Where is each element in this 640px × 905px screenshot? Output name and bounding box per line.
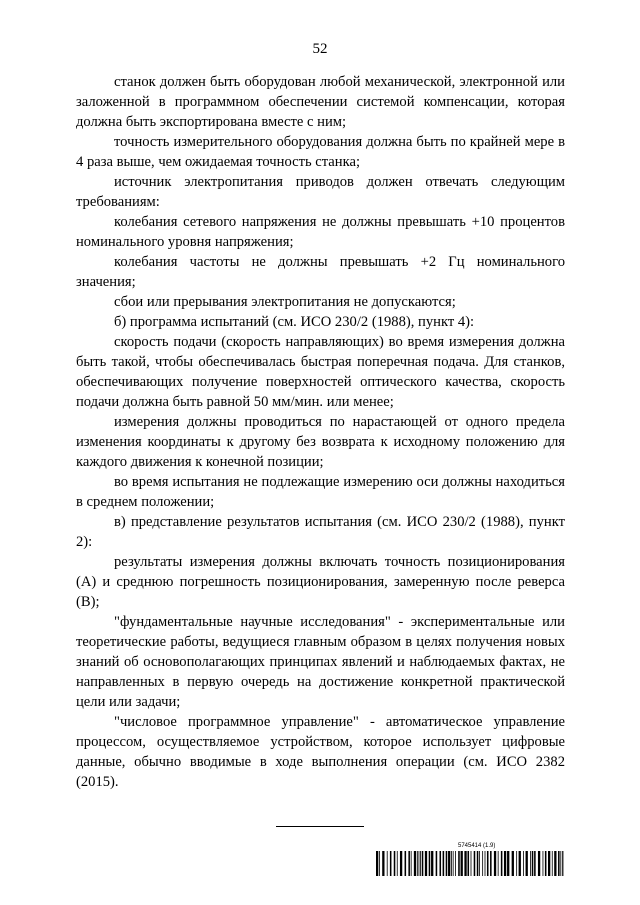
paragraph: "числовое программное управление" - автоматическое управление процессом, осуществляемое устройством, которое использует цифровые данные, обычно вводимые в ходе выполнения операции (см. ИСО 2382 (2015). — [76, 714, 565, 790]
barcode-bar — [420, 851, 421, 876]
barcode-bar — [530, 851, 531, 876]
footnote-separator — [276, 826, 364, 827]
barcode-bar — [458, 851, 460, 876]
barcode-bar — [436, 851, 438, 876]
barcode-bar — [425, 851, 427, 876]
paragraph: точность измерительного оборудования должна быть по крайней мере в 4 раза выше, чем ожидаемая точность станка; — [76, 134, 565, 170]
barcode-bar — [422, 851, 424, 876]
barcode-bar — [453, 851, 454, 876]
barcode-bar — [494, 851, 496, 876]
barcode-bar — [464, 851, 466, 876]
paragraph: результаты измерения должны включать точность позиционирования (А) и среднюю погрешность позиционирования, замеренную после реверса (В); — [76, 554, 565, 610]
paragraph: сбои или прерывания электропитания не допускаются; — [114, 294, 456, 310]
barcode-bar — [534, 851, 536, 876]
paragraph: станок должен быть оборудован любой механической, электронной или заложенной в программном обеспечении системой компенсации, которая должна быть экспортирована вместе с ним; — [76, 74, 565, 130]
barcode-bar — [431, 851, 433, 876]
barcode-bar — [482, 851, 483, 876]
barcode-bar — [394, 851, 396, 876]
barcode-bar — [411, 851, 412, 876]
barcode-bar — [387, 851, 388, 876]
barcode-bar — [562, 851, 563, 876]
barcode-bar — [461, 851, 463, 876]
barcode-bar — [429, 851, 431, 876]
barcode-bar — [552, 851, 553, 876]
barcode-bar — [479, 851, 480, 876]
barcode-bar — [390, 851, 392, 876]
barcode-bar — [471, 851, 472, 876]
barcode-bar — [419, 851, 420, 876]
paragraph: скорость подачи (скорость направляющих) во время измерения должна быть такой, чтобы обеспечивалась быстрая поперечная подача. Для станков, обеспечивающих получение поверхностей оптического качества, скорость подачи должна быть равной 50 мм/мин. или менее; — [76, 334, 565, 410]
barcode-bar — [548, 851, 550, 876]
paragraph: во время испытания не подлежащие измерению оси должны находиться в среднем положении; — [76, 474, 565, 510]
paragraph: источник электропитания приводов должен отвечать следующим требованиям: — [76, 174, 565, 210]
barcode-bar — [504, 851, 506, 876]
barcode-bar — [376, 851, 378, 876]
paragraph: "фундаментальные научные исследования" - экспериментальные или теоретические работы, ведущиеся главным образом в целях получения новых знаний об основополагающих принципах явлений и наблюдаемых фактах, не направленных в первую очередь на достижение конкретной практической цели или задачи; — [76, 614, 565, 710]
paragraph: измерения должны проводиться по нарастающей от одного предела изменения координаты к другому без возврата к исходному положению для каждого движения к конечной позиции; — [76, 414, 565, 470]
barcode-bar — [560, 851, 561, 876]
barcode-bar — [532, 851, 534, 876]
barcode-bar — [507, 851, 509, 876]
paragraph: колебания сетевого напряжения не должны превышать +10 процентов номинального уровня напряжения; — [76, 214, 565, 250]
barcode-bar — [448, 851, 450, 876]
page-number: 52 — [312, 41, 328, 57]
barcode-bar — [545, 851, 547, 876]
barcode-bar — [554, 851, 556, 876]
barcode-bar — [498, 851, 499, 876]
barcode-bar — [516, 851, 517, 876]
barcode-bar — [397, 851, 398, 876]
barcode-bar — [379, 851, 380, 876]
barcode-bar — [382, 851, 384, 876]
body-text — [76, 72, 565, 792]
barcode-bar — [455, 851, 456, 876]
barcode-bar — [543, 851, 544, 876]
barcode-bar — [490, 851, 492, 876]
barcode-bar — [477, 851, 479, 876]
paragraph: колебания частоты не должны превышать +2 Гц номинального значения; — [76, 254, 565, 290]
barcode-bar — [501, 851, 503, 876]
barcode-code: 5745414 (1.9) — [458, 843, 496, 849]
barcode-bar — [512, 851, 514, 876]
barcode-bar — [400, 851, 402, 876]
barcode-bar — [405, 851, 407, 876]
paragraph: б) программа испытаний (см. ИСО 230/2 (1988), пункт 4): — [114, 314, 475, 330]
barcode-icon — [376, 851, 564, 876]
barcode-bar — [443, 851, 445, 876]
paragraph: в) представление результатов испытания (см. ИСО 230/2 (1988), пункт 2): — [76, 514, 565, 550]
barcode-bar — [487, 851, 489, 876]
barcode-bar — [446, 851, 448, 876]
barcode-bar — [519, 851, 521, 876]
barcode-bar — [408, 851, 410, 876]
barcode-bar — [417, 851, 418, 876]
barcode-bar — [474, 851, 476, 876]
barcode-bar — [485, 851, 486, 876]
barcode-bar — [440, 851, 442, 876]
barcode-bar — [451, 851, 452, 876]
barcode-bar — [468, 851, 470, 876]
barcode-bar — [558, 851, 560, 876]
barcode-bar — [523, 851, 524, 876]
barcode-bar — [538, 851, 540, 876]
barcode-bar — [526, 851, 528, 876]
barcode-bar — [414, 851, 416, 876]
